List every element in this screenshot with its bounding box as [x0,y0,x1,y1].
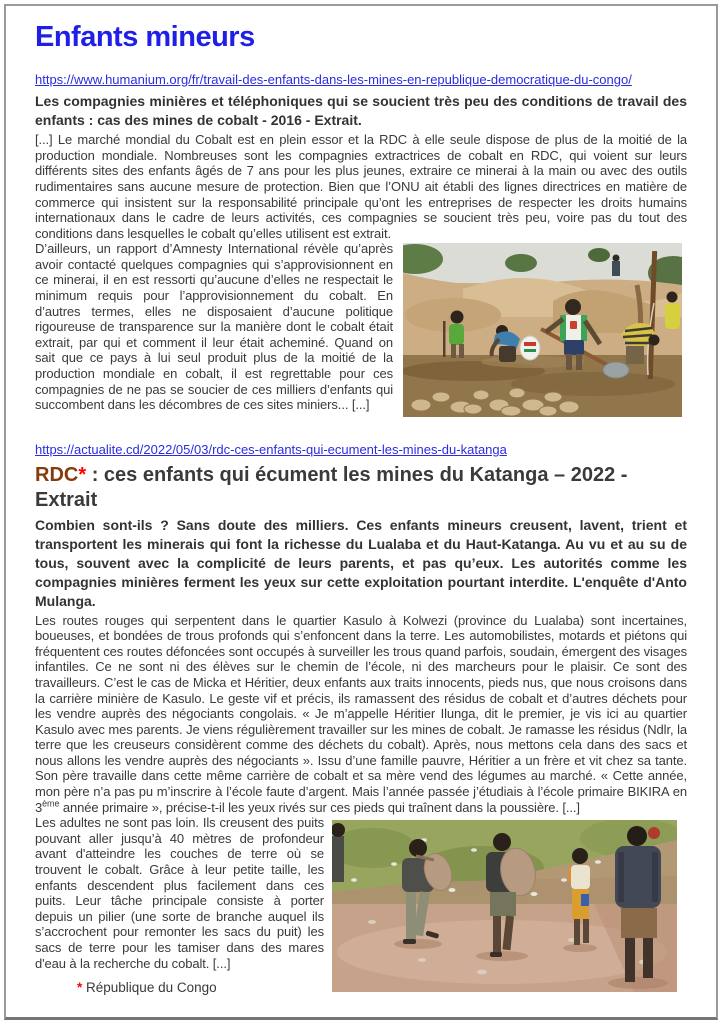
section2-lead: Combien sont-ils ? Sans doute des milliers. Ces enfants mineurs creusent, lavent, trient et transportent les minerais qui font la richesse du Lualaba et du Haut-Katanga. Au vu et au su de tous, souvent avec la complicité de leurs parents, et pas qu’eux. Les autorités comme les compagnies minières ferment les yeux sur cette exploitation pourtant interdite. L'enquête d'Anto Mulanga. [35,516,687,609]
actualite-link[interactable]: https://actualite.cd/2022/05/03/rdc-ces-enfants-qui-ecument-les-mines-du-katanga [35,442,507,458]
section2-heading [35,463,687,513]
dirt-road-illustration [332,820,677,992]
source-link-line-2 [35,442,687,458]
photo-children-mining-pit [403,243,682,417]
section1-wrap [35,241,687,423]
section2-paragraph-wells: Les adultes ne sont pas loin. Ils creusent des puits pouvant aller jusqu’à 40 mètres de profondeur avant d'atteindre les couches de terre où se trouvent le cobalt. Grâce à leur petite taille, les enfants descendent plus facilement dans ces puits. Leur tâche principale consiste à porter depuis un pilier (une sorte de branche auquel ils s’accrochent pour remonter les sacs du puit) les sacs de terre pour les tamiser dans des mares d'eau à la recherche du cobalt. [...] [35,815,324,971]
page-content [35,12,687,1014]
section2-body-part2: année primaire », précise-t-il les yeux rivés sur ces pieds qui traînent dans la poussière. [...] [59,799,580,815]
mining-pit-illustration [403,243,682,417]
heading-rdc: RDC [35,463,79,486]
page-title: Enfants mineurs [35,21,255,53]
source-link-line-1 [35,72,687,88]
section2-wrap [35,815,687,998]
section1-paragraph-market: [...] Le marché mondial du Cobalt est en plein essor et la RDC à elle seule dispose de plus de la moitié de la production mondiale. Nombreuses sont les compagnies extractrices de cobalt en RDC, qui voient sur leurs différents sites des enfants âgés de 7 ans pour les plus jeunes, extraire ce minerai à la main ou avec des outils rudimentaires sans aucune mesure de protection. Bien que l’ONU ait établi des lignes directrices en matière de commerce qui insistent sur la responsabilité principale qu’ont les entreprises de respecter les droits humains internationaux dans le cadre de leurs activités, ces compagnies se soucient très peu, voire pas du tout des conditions dans lesquelles le cobalt qu’elles utilisent est extrait. [35,132,687,241]
heading-rest: : ces enfants qui écument les mines du Katanga – 2022 - Extrait [35,463,639,511]
section2-body-part1: Les routes rouges qui serpentent dans le quartier Kasulo à Kolwezi (province du Lualaba) sont incertaines, boueuses, et bondées de trous profonds qui s’enfoncent dans la terre. Les automobilistes, motards et piétons qui fréquentent ces routes défoncées sont occupés à surveiller les trous quand parfois, soudain, émergent des visages infantiles. Ce ne sont ni des élèves sur le chemin de l’école, ni des marcheurs pour le plaisir. Ce sont des travailleurs. C’est le cas de Micka et Héritier, deux enfants aux traits innocents, pieds nus, que nous croisons dans la carrière minière de Kasulo. Le geste vif et précis, ils ramassent des résidus de cobalt et d’autres déchets pour les vendre auprès des négociants congolais. « Je m’appelle Héritier Ilunga, dit le premier, je vis ici au quartier Kasulo avec mes parents. Je viens régulièrement travailler sur les mines de cobalt. Je ramasse les résidus (Ndlr, la terre que les creuseurs considèrent comme des déchets du cobalt). Après, nous mettons cela dans des sacs et nous allons les vendre auprès des négociants ». Issu d’une famille pauvre, Héritier a un frère et vit chez sa tante. Son père travaille dans cette même carrière de cobalt et sa mère vend des légumes au marché. « Cette année, mon père n’a pas pu m’inscrire à l’école faute d’argent. Mais l’année passée j’étudiais à l’école primaire BIKIRA en 3 [35,612,687,815]
humanium-link[interactable]: https://www.humanium.org/fr/travail-des-enfants-dans-les-mines-en-republique-democratique-du-congo/ [35,71,632,87]
heading-asterisk: * [78,463,87,486]
section1-paragraph-amnesty: D’ailleurs, un rapport d’Amnesty International révèle qu’après avoir contacté quelques compagnies qui s’approvisionnent en ce minerai, il en est ressorti qu’aucune d’elles ne respectait le minimum requis pour l’approvisionnement du cobalt. En d’autres termes, elles ne disposaient d’aucune politique rigoureuse de transparence sur la manière dont le cobalt était extrait, par qui et comment il leur était acheminé. Quand on sait que ce pays à lui seul produit plus de la moitié de la production mondiale en cobalt, il est regrettable pour ces compagnies de ne pas se soucier de ces milliers d’enfants qui succombent dans les décombres de ces sites miniers... [...] [35,241,393,413]
ordinal-superscript: ème [42,798,60,809]
section2-body-paragraph [35,613,687,816]
photo-children-carrying-sacks [332,820,677,992]
footnote-asterisk: * [77,980,83,996]
section1-lead: Les compagnies minières et téléphoniques qui se soucient très peu des conditions de travail des enfants : cas des mines de cobalt - 2016 - Extrait. [35,93,687,129]
footnote-text: République du Congo [82,980,217,996]
